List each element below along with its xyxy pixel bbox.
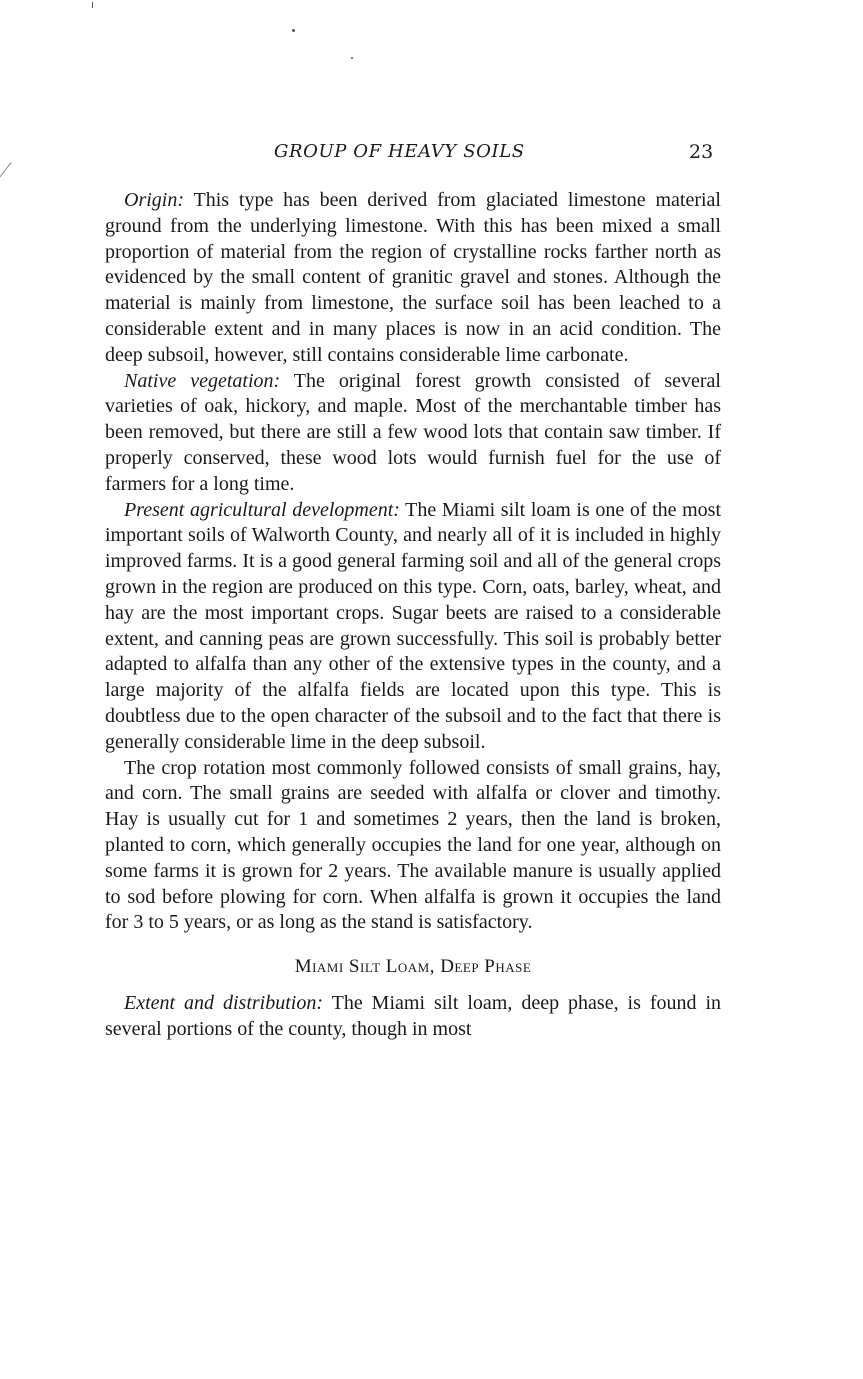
scan-speck bbox=[351, 57, 353, 59]
running-title: GROUP OF HEAVY SOILS bbox=[274, 141, 525, 162]
paragraph-crop-rotation bbox=[105, 756, 721, 937]
paragraph-text: The crop rotation most commonly followed consists of small grains, hay, and corn. The small grains are seeded with alfalfa or clover and timothy. Hay is usually cut for 1 and sometimes 2 years, then the land is broken, planted to corn, which generally occupies the land for one year, although on some farms it is grown for 2 years. The available manure is usually applied to sod before plowing for corn. When alfalfa is grown it occupies the land for 3 to 5 years, or as long as the stand is satisfactory. bbox=[105, 756, 721, 934]
section-heading: Miami Silt Loam, Deep Phase bbox=[294, 956, 532, 978]
paragraph-text: This type has been derived from glaciated limestone material ground from the underlying limestone. With this has been mixed a small proportion of material from the region of crystalline rocks farther north as evidenced by the small content of granitic gravel and stones. Although the material is mainly from limestone, the surface soil has been leached to a considerable extent and in many places is now in an acid condition. The deep subsoil, however, still contains considerable lime carbonate. bbox=[105, 189, 721, 366]
lead-extent-distribution: Extent and distribution: bbox=[124, 992, 324, 1015]
paragraph-text: The Miami silt loam, deep phase, is found in several portions of the county, though in most bbox=[105, 992, 721, 1040]
paragraph-text: The Miami silt loam is one of the most important soils of Walworth County, and nearly all of it is included in highly improved farms. It is a good general farming soil and all of the general crops grown in the region are produced on this type. Corn, oats, barley, wheat, and hay are the most important crops. Sugar beets are raised to a considerable extent, and canning peas are grown successfully. This soil is probably better adapted to alfalfa than any other of the extensive types in the county, and a large majority of the alfalfa fields are located upon this type. This is doubtless due to the open character of the subsoil and to the fact that there is generally considerable lime in the deep subsoil. bbox=[105, 498, 721, 753]
scan-speck bbox=[92, 2, 93, 8]
page-header bbox=[0, 141, 863, 171]
lead-origin: Origin: bbox=[124, 189, 184, 211]
scan-speck bbox=[292, 29, 295, 32]
body-text bbox=[105, 188, 721, 1043]
paragraph-origin bbox=[105, 188, 721, 369]
paragraph-extent-distribution bbox=[105, 991, 721, 1043]
lead-agricultural-development: Present agricultural development: bbox=[124, 498, 400, 521]
lead-native-vegetation: Native vegetation: bbox=[124, 369, 281, 392]
paragraph-text: The original forest growth consisted of several varieties of oak, hickory, and maple. Most of the merchantable timber has been removed, but there are still a few wood lots that contain saw timber. If properly conserved, these wood lots would furnish fuel for the use of farmers for a long time. bbox=[105, 369, 721, 495]
paragraph-agricultural-development bbox=[105, 498, 721, 756]
page-number: 23 bbox=[689, 141, 714, 163]
paragraph-native-vegetation bbox=[105, 369, 721, 498]
